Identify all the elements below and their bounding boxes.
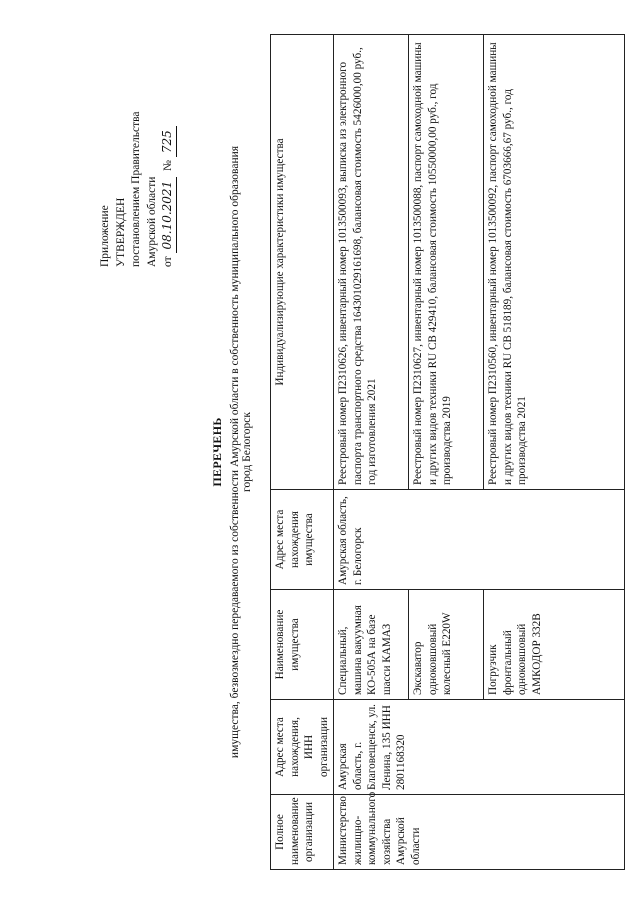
landscape-sheet (20, 27, 620, 877)
title-heading: ПЕРЕЧЕНЬ (210, 417, 224, 487)
cell-details: Реестровый номер П2310560, инвентарный номер 1013500092, паспорт самоходной машины и других видов техники RU CB 518189, балансовая стоимость 6703666,67 руб., год производства 2021 (484, 35, 625, 490)
header-property-location: Адрес места нахождения имущества (271, 490, 334, 590)
approval-appendix: Приложение (99, 205, 111, 267)
header-property-details: Индивидуализирующие характеристики имущества (271, 35, 334, 490)
handwritten-date: 08.10.2021 (160, 177, 177, 254)
cell-property-name: Погрузчик фронтальный одноковшовый АМКОДОР 332В (484, 590, 625, 700)
number-prefix: № (162, 160, 174, 172)
cell-location: Амурская область, г. Белогорск (334, 490, 625, 590)
property-table (270, 34, 625, 870)
title-line-1: имущества, безвозмездно передаваемого из собственности Амурской области в собственность муниципального образования (229, 145, 241, 759)
date-prefix: от (162, 256, 174, 267)
cell-org-address: Амурская область, г. Благовещенск, ул. Ленина, 135 ИНН 2801168320 (334, 700, 625, 795)
cell-details: Реестровый номер П2310627, инвентарный номер 1013500088, паспорт самоходной машины и других видов техники RU CB 429410, балансовая стоимость 10550000,00 руб., год производства 2019 (409, 35, 484, 490)
table-row (334, 35, 409, 870)
cell-organization: Министерство жилищно-коммунального хозяйства Амурской области (334, 795, 625, 870)
approval-block (98, 32, 177, 267)
header-property-name: Наименование имущества (271, 590, 334, 700)
cell-property-name: Экскаватор одноковшовый колесный Е220W (409, 590, 484, 700)
cell-property-name: Специальный, машина вакуумная КО-505А на базе шасси КАМАЗ (334, 590, 409, 700)
table-header-row (271, 35, 334, 870)
header-org-name: Полное наименование организации (271, 795, 334, 870)
approval-region: Амурской области (145, 176, 158, 267)
title-line-2: город Белогорск (241, 412, 253, 492)
document-title (210, 27, 253, 877)
header-org-address: Адрес места нахождения, ИНН организации (271, 700, 334, 795)
approval-resolution: постановлением Правительства (130, 111, 142, 267)
approval-approved: УТВЕРЖДЕН (114, 197, 127, 267)
approval-date-line (160, 32, 177, 267)
handwritten-number: 725 (160, 126, 177, 157)
cell-details: Реестровый номер П2310626, инвентарный номер 1013500093, выписка из электронного паспорта транспортного средства 164301029161698, балансовая стоимость 5426000,00 руб., год изготовления 2021 (334, 35, 409, 490)
